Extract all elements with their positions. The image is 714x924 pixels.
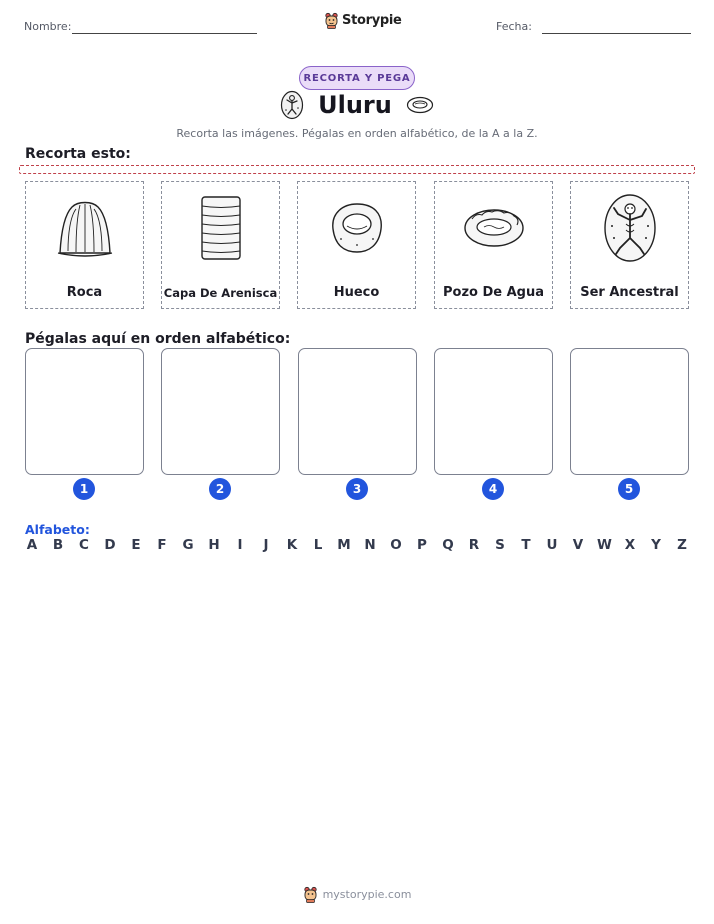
- alphabet-letter: T: [521, 537, 531, 553]
- instructions: Recorta las imágenes. Pégalas en orden alfabético, de la A a la Z.: [176, 127, 538, 140]
- name-label: Nombre:: [24, 20, 72, 33]
- activity-badge: RECORTA Y PEGA: [299, 66, 415, 90]
- alphabet-letter: Y: [651, 537, 661, 553]
- footer-url[interactable]: mystorypie.com: [322, 888, 412, 901]
- logo-text: Storypie: [342, 13, 402, 28]
- paste-slot-2[interactable]: [161, 348, 280, 475]
- alphabet-letter: K: [286, 537, 298, 553]
- alphabet-letter: V: [572, 537, 584, 553]
- alphabet-letter: W: [597, 537, 612, 553]
- alphabet-letter: B: [52, 537, 64, 553]
- alphabet-letter: H: [208, 537, 220, 553]
- footer: [0, 886, 714, 903]
- paste-slot-1[interactable]: [25, 348, 144, 475]
- alphabet-letter: C: [79, 537, 89, 553]
- date-line[interactable]: [542, 33, 691, 34]
- card-label: Pozo De Agua: [442, 285, 544, 300]
- alphabet-letter: M: [337, 537, 351, 553]
- alphabet-letter: P: [417, 537, 427, 553]
- title-row: [0, 90, 714, 120]
- alphabet-letter: S: [495, 537, 505, 553]
- alphabet-letter: J: [263, 537, 269, 553]
- paste-slot-4[interactable]: [434, 348, 553, 475]
- cut-card-roca[interactable]: [25, 181, 144, 309]
- alphabet-letter: O: [390, 537, 402, 553]
- slot-number-4: 4: [482, 478, 504, 500]
- card-label: Capa De Arenisca: [163, 286, 278, 300]
- ancestral-being-icon: [602, 192, 658, 264]
- paste-slot-5[interactable]: [570, 348, 689, 475]
- alphabet-letter: X: [624, 537, 636, 553]
- alphabet-row: [25, 537, 689, 553]
- alphabet-letter: R: [468, 537, 480, 553]
- slot-number-5: 5: [618, 478, 640, 500]
- card-label: Hueco: [333, 285, 380, 300]
- cut-card-pozo-de-agua[interactable]: [434, 181, 553, 309]
- slot-number-3: 3: [346, 478, 368, 500]
- waterhole-icon: [406, 95, 434, 115]
- alphabet-letter: F: [157, 537, 167, 553]
- alphabet-letter: Q: [442, 537, 454, 553]
- rock-icon: [52, 195, 118, 261]
- cut-card-capa-de-arenisca[interactable]: [161, 181, 280, 309]
- alphabet-letter: I: [237, 537, 243, 553]
- paste-slot-3[interactable]: [298, 348, 417, 475]
- alphabet-letter: U: [546, 537, 558, 553]
- alphabet-letter: L: [313, 537, 323, 553]
- slot-number-1: 1: [73, 478, 95, 500]
- waterhole-icon: [462, 203, 526, 253]
- cut-line: [19, 165, 695, 174]
- hollow-icon: [327, 199, 387, 257]
- date-label: Fecha:: [496, 20, 532, 33]
- alphabet-letter: N: [364, 537, 376, 553]
- slot-number-2: 2: [209, 478, 231, 500]
- alphabet-letter: Z: [677, 537, 687, 553]
- cut-heading: Recorta esto:: [25, 146, 131, 162]
- storypie-mascot-icon: [324, 12, 339, 29]
- alphabet-letter: G: [182, 537, 194, 553]
- ancestral-being-icon: [280, 90, 304, 120]
- name-line[interactable]: [72, 33, 257, 34]
- cut-card-hueco[interactable]: [297, 181, 416, 309]
- alphabet-letter: A: [26, 537, 38, 553]
- cut-card-ser-ancestral[interactable]: [570, 181, 689, 309]
- alphabet-letter: D: [104, 537, 116, 553]
- alphabet-letter: E: [131, 537, 141, 553]
- page-title: Uluru: [318, 91, 392, 119]
- storypie-logo: [324, 12, 402, 29]
- storypie-mascot-icon: [303, 886, 318, 903]
- card-label: Ser Ancestral: [580, 285, 679, 300]
- alphabet-heading: Alfabeto:: [25, 522, 90, 537]
- sandstone-layers-icon: [196, 193, 246, 263]
- card-label: Roca: [66, 285, 103, 300]
- paste-heading: Pégalas aquí en orden alfabético:: [25, 331, 291, 347]
